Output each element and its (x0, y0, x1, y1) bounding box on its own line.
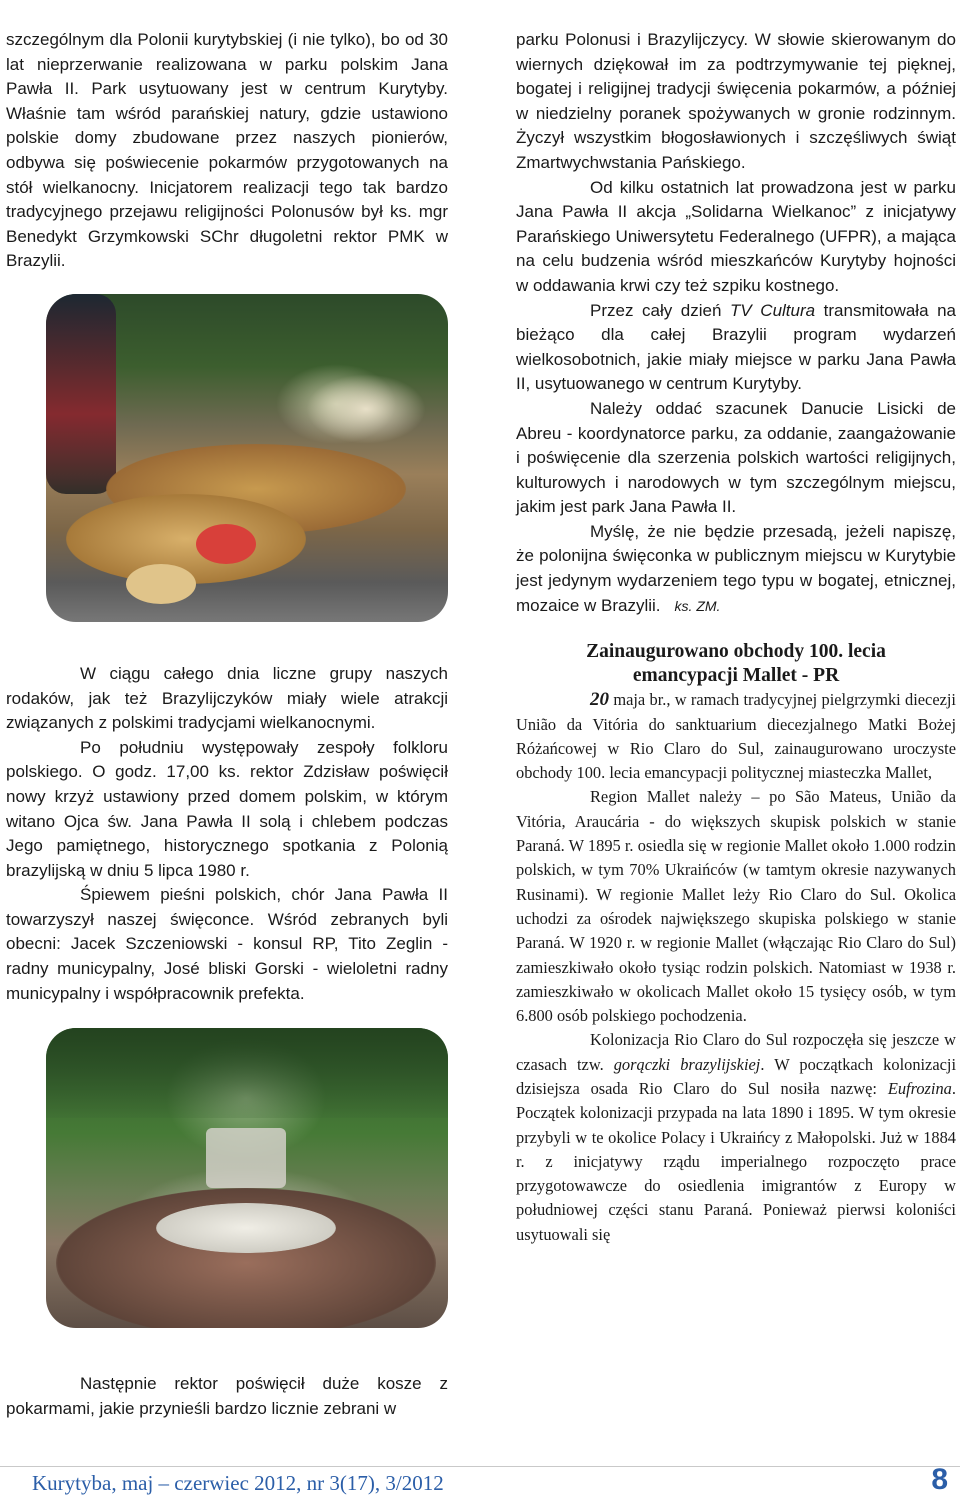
page-number: 8 (931, 1463, 948, 1496)
article-paragraph: Następnie rektor poświęcił duże kosze z pokarmami, jakie przynieśli bardzo licznie zebrani w (6, 1374, 448, 1418)
crowd-photo (46, 1028, 448, 1328)
article-paragraph: Po południu występowały zespoły folkloru polskiego. O godz. 17,00 ks. rektor Zdzisław poświęcił nowy krzyż ustawiony przed domem polskim, w którym witano Ojca św. Jana Pawła II solą i chlebem podczas Jego pamiętnego, historycznego spotkania z Polonią brazylijską w dniu 5 lipca 1980 r. (6, 737, 448, 880)
article-paragraph: Śpiewem pieśni polskich, chór Jana Pawła II towarzyszył naszej święconce. Wśród zebranych byli obecni: Jacek Szczeniowski - konsul RP, Tito Zeglin - radny municypalny, José bliski Gorski - wieloletni radny municypalny i współpracownik prefekta. (6, 885, 448, 1003)
article-paragraph: parku Polonusi i Brazylijczycy. W słowie skierowanym do wiernych dziękował im za podtrzymywanie tej pięknej, bogatej i religijnej tradycji święcenia pokarmów, a później w niedzielny poranek spożywanych w gronie rodzinnym. Życzył wszystkim błogosławionych i szczęśliwych świąt Zmartwychwstania Pańskiego. (516, 30, 956, 172)
article-paragraph: Od kilku ostatnich lat prowadzona jest w parku Jana Pawła II akcja „Solidarna Wielkanoc” z inicjatywy Parańskiego Uniwersytetu Federalnego (UFPR), a mająca na celu budzenia wśród mieszkańców Kurytyby hojności w oddawania krwi czy też szpiku kostnego. (516, 177, 956, 295)
mallet-article (516, 688, 956, 1247)
signature: ks. ZM. (674, 597, 721, 614)
article-paragraph: W ciągu całego dnia liczne grupy naszych rodaków, jak też Brazylijczyków miały wiele atrakcji związanych z polskimi tradycjami wielkanocnymi. (6, 663, 448, 733)
article-paragraph: Należy oddać szacunek Danucie Lisicki de Abreu - koordynatorce parku, za oddanie, zaangażowanie i poświęcenie dla szerzenia polskich wartości religijnych, kulturowych i narodowych w tym szczególnym miejscu, jakim jest park Jana Pawła II. (516, 398, 956, 517)
left-column (6, 28, 448, 1421)
footer-divider (0, 1466, 960, 1467)
article-heading: Zainaugurowano obchody 100. lecia emancypacji Mallet - PR (586, 641, 886, 687)
article-paragraph: Region Mallet należy – po São Mateus, União da Vitória, Araucária - do większych skupisk polskich w stanie Paraná. W 1895 r. osiedla się w regionie Mallet około 1.000 rodzin polskich, w tym 70% Ukraińców (w tamtym okresie nazywanych Rusinami). W regionie Mallet leży Rio Claro do Sul. Okolica uchodzi za ośrodek największego skupiska polskiego w stanie Paraná. W 1920 r. w regionie Mallet (włączając Rio Claro do Sul) zamieszkiwało około tysiąc rodzin polskich. Natomiast w 1938 r. zamieszkiwało w okolicach Mallet około 15 tysięcy osób, w tym 6.800 osób polskiego pochodzenia. (516, 787, 956, 1026)
article-paragraph: Kolonizacja Rio Claro do Sul rozpoczęła się jeszcze w czasach tzw. gorączki brazylijskiej. W początkach kolonizacji dzisiejsza osada Rio Claro do Sul nosiła nazwę: Eufrozina. Początek kolonizacji przypada na lata 1890 i 1895. W tym okresie przybyli w te okolice Polacy i Ukraińcy z Małopolski. Już w 1884 r. z inicjatywy rządu imperialnego rozpoczęto prace przygotowawcze do osiedlenia imigrantów z Europy w południowej części stanu Paraná. Ponieważ pierwsi koloniści usytuowali się (516, 1030, 956, 1244)
article-paragraph: Myślę, że nie będzie przesadą, jeżeli napiszę, że polonijna święconka w publicznym miejscu w Kurytybie jest jedynym wydarzeniem tego typu w bogatej, etnicznej, mozaice w Brazylii. ks. ZM. (516, 521, 956, 615)
footer-issue: Kurytyba, maj – czerwiec 2012, nr 3(17), 3/2012 (32, 1471, 444, 1495)
article-paragraph: szczególnym dla Polonii kurytybskiej (i nie tylko), bo od 30 lat nieprzerwanie realizowana w parku polskim Jana Pawła II. Park usytuowany jest w centrum Kurytyby. Właśnie tam wśród parańskiej natury, gdzie ustawiono polskie domy zbudowane przez naszych pionierów, odbywa się poświecenie pokarmów przygotowanych na stół wielkanocny. Inicjatorem realizacji tego tak bardzo tradycyjnego przejawu religijności Polonusów był ks. mgr Benedykt Grzymkowski SChr długoletni rektor PMK w Brazylii. (6, 30, 448, 271)
article-paragraph: Przez cały dzień TV Cultura transmitowała na bieżąco dla całej Brazylii program wydarzeń wielkosobotnich, jakie miały miejsce w parku Jana Pawła II, usytuowanego w centrum Kurytyby. (516, 300, 957, 394)
article-paragraph: 20 maja br., w ramach tradycyjnej pielgrzymki diecezji União da Vitória do sanktuarium diecezjalnego Matki Bożej Różańcowej w Rio Claro do Sul, zainaugurowano uroczyste obchody 100. lecia emancypacji politycznej miasteczka Mallet, (516, 689, 956, 783)
easter-baskets-photo (46, 294, 448, 622)
right-column (516, 28, 956, 1247)
